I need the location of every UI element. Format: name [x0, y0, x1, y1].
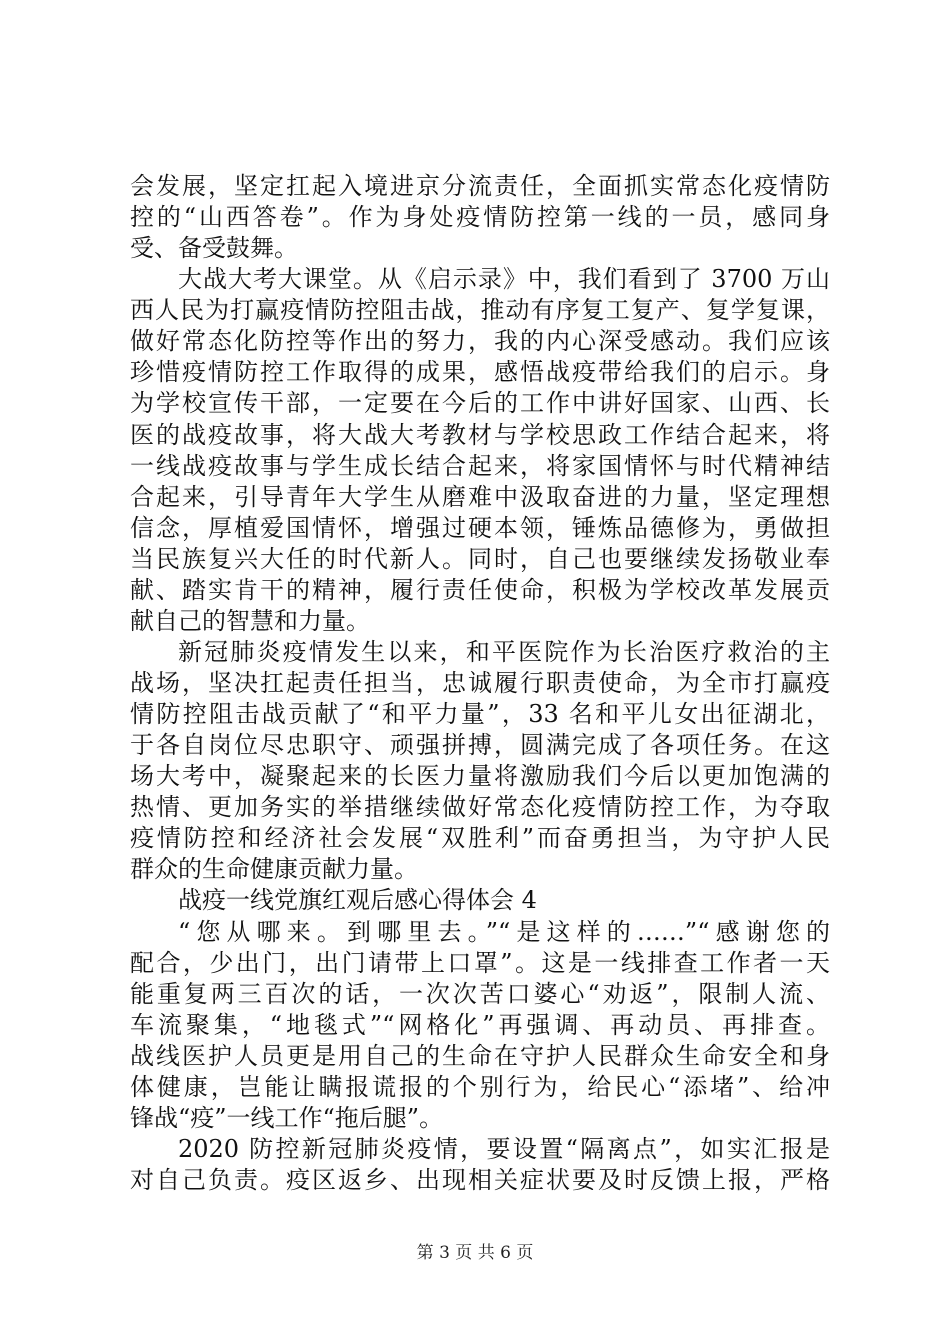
text-line: 控的“山西答卷”。作为身处疫情防控第一线的一员，感同身 [130, 203, 830, 231]
text-line: 献、踏实肯干的精神，履行责任使命，积极为学校改革发展贡 [130, 576, 830, 604]
text-line: 车流聚集，“地毯式”“网格化”再强调、再动员、再排查。 [130, 1011, 830, 1039]
text-line: 于各自岗位尽忠职守、顽强拼搏，圆满完成了各项任务。在这 [130, 731, 830, 759]
text-line: 西人民为打赢疫情防控阻击战，推动有序复工复产、复学复课， [130, 296, 830, 324]
text-line: 场大考中，凝聚起来的长医力量将激励我们今后以更加饱满的 [130, 762, 830, 790]
paragraph-start-line: “您从哪来。到哪里去。”“是这样的……”“感谢您的 [178, 918, 830, 946]
text-line: 受、备受鼓舞。 [130, 234, 298, 262]
paragraph-start-line: 新冠肺炎疫情发生以来，和平医院作为长治医疗救治的主 [178, 638, 830, 666]
text-line: 医的战疫故事，将大战大考教材与学校思政工作结合起来，将 [130, 421, 830, 449]
text-line: 群众的生命健康贡献力量。 [130, 855, 418, 883]
text-line: 配合，少出门，出门请带上口罩”。这是一线排查工作者一天 [130, 949, 830, 977]
text-line: 能重复两三百次的话，一次次苦口婆心“劝返”，限制人流、 [130, 980, 830, 1008]
text-line: 为学校宣传干部，一定要在今后的工作中讲好国家、山西、长 [130, 389, 830, 417]
text-line: 体健康，岂能让瞒报谎报的个别行为，给民心“添堵”、给冲 [130, 1073, 830, 1101]
text-line: 热情、更加务实的举措继续做好常态化疫情防控工作，为夺取 [130, 793, 830, 821]
text-line: 做好常态化防控等作出的努力，我的内心深受感动。我们应该 [130, 327, 830, 355]
text-line: 会发展，坚定扛起入境进京分流责任，全面抓实常态化疫情防 [130, 172, 830, 200]
text-line: 献自己的智慧和力量。 [130, 607, 370, 635]
text-line: 锋战“疫”一线工作“拖后腿”。 [130, 1104, 444, 1132]
text-line: 情防控阻击战贡献了“和平力量”，33 名和平儿女出征湖北， [130, 700, 830, 728]
text-line: 信念，厚植爱国情怀，增强过硬本领，锤炼品德修为，勇做担 [130, 514, 830, 542]
section-heading: 战疫一线党旗红观后感心得体会 4 [178, 886, 537, 914]
text-line: 珍惜疫情防控工作取得的成果，感悟战疫带给我们的启示。身 [130, 358, 830, 386]
text-line: 当民族复兴大任的时代新人。同时，自己也要继续发扬敬业奉 [130, 545, 830, 573]
paragraph-start-line: 2020 防控新冠肺炎疫情，要设置“隔离点”，如实汇报是 [178, 1135, 830, 1163]
text-line: 战场，坚决扛起责任担当，忠诚履行职责使命，为全市打赢疫 [130, 669, 830, 697]
text-line: 一线战疫故事与学生成长结合起来，将家国情怀与时代精神结 [130, 452, 830, 480]
page-footer: 第 3 页 共 6 页 [416, 1243, 534, 1263]
text-line: 疫情防控和经济社会发展“双胜利”而奋勇担当，为守护人民 [130, 824, 830, 852]
paragraph-start-line: 大战大考大课堂。从《启示录》中，我们看到了 3700 万山 [178, 265, 830, 293]
text-line: 对自己负责。疫区返乡、出现相关症状要及时反馈上报，严格 [130, 1166, 830, 1194]
text-line: 战线医护人员更是用自己的生命在守护人民群众生命安全和身 [130, 1042, 830, 1070]
text-line: 合起来，引导青年大学生从磨难中汲取奋进的力量，坚定理想 [130, 483, 830, 511]
